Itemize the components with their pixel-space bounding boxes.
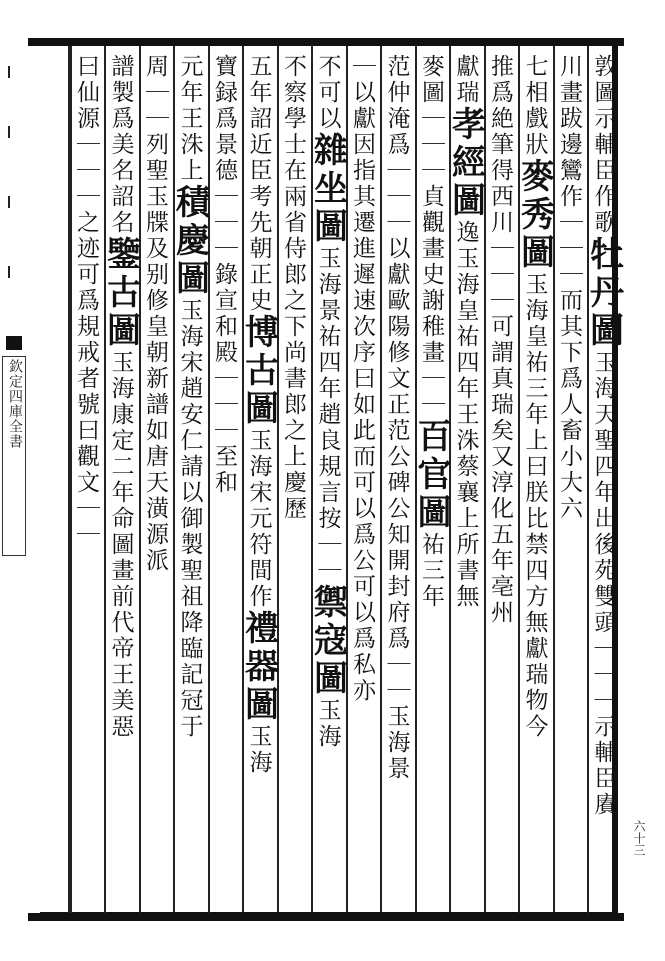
- column-text: 寶録爲景德｜｜｜錄: [211, 54, 237, 288]
- column-text: 玉海皇祐三年上曰朕比禁四方無獻瑞物今: [521, 272, 548, 740]
- illustration-title: 麥秀圖: [514, 158, 555, 272]
- column-rule: [68, 46, 70, 913]
- illustration-title: 博古圖: [238, 314, 279, 428]
- text-column: [349, 54, 382, 904]
- column-text: 不察: [280, 54, 306, 106]
- column-text: 五年詔近臣考先朝正史: [245, 54, 272, 314]
- column-text: 慶歷: [280, 470, 306, 522]
- column-text: 推爲絶筆: [487, 54, 513, 158]
- column-text: 玉海宋元符間作: [245, 428, 272, 610]
- illustration-title: 鑒古圖: [100, 236, 141, 350]
- text-column: [383, 54, 416, 904]
- text-column: [238, 54, 279, 904]
- column-text: 元年王洙上: [176, 54, 203, 184]
- column-text: 玉海: [314, 698, 341, 750]
- column-text: 宣和殿｜｜｜: [211, 288, 237, 444]
- column-text: ｜｜｜貞觀畫史謝稚畫｜｜: [418, 106, 444, 418]
- column-text: 之迹可爲規戒者號曰觀文｜｜: [73, 210, 99, 548]
- column-text: 譜製爲美名詔名: [107, 54, 134, 236]
- column-text: 逸玉海皇祐四年王洙蔡襄上所書無: [452, 220, 479, 610]
- margin-mark: [8, 126, 20, 138]
- text-column: [445, 54, 486, 904]
- column-text: 麥圖: [418, 54, 444, 106]
- column-text: 至和: [211, 444, 237, 496]
- text-column: [73, 54, 106, 904]
- text-column: [211, 54, 244, 904]
- illustration-title: 禮器圖: [238, 610, 279, 724]
- text-column: [100, 54, 141, 904]
- column-text: 玉海: [245, 724, 272, 776]
- column-text: 七相戲狀: [521, 54, 548, 158]
- illustration-title: 雜坐圖: [307, 132, 348, 246]
- illustration-title: 牡丹圖: [583, 236, 624, 350]
- column-text: 范仲淹爲｜｜｜以獻歐陽修文正范公碑公知開封府爲｜｜: [383, 54, 410, 704]
- book-margin: [0, 46, 26, 913]
- illustration-title: 孝經圖: [445, 106, 486, 220]
- column-text: 得西川｜｜｜可謂真瑞矣又淳化五年亳州: [487, 158, 513, 626]
- text-column: [280, 54, 313, 904]
- illustration-title: 禦寇圖: [307, 584, 348, 698]
- margin-mark: [8, 66, 20, 78]
- text-column: [169, 54, 210, 904]
- text-column: [556, 54, 589, 904]
- column-text: 獻瑞: [452, 54, 479, 106]
- illustration-title: 積慶圖: [169, 184, 210, 298]
- column-text: 敦圖示輔臣作歌: [590, 54, 617, 236]
- text-column: [411, 54, 451, 904]
- column-text: 玉海康定二年命圖畫前代帝王美惡: [107, 350, 134, 740]
- margin-mark: [8, 266, 20, 278]
- column-text: 玉海天聖四年出後苑雙頭｜｜｜示輔臣賡: [590, 350, 617, 818]
- margin-label: 欽定四庫全書: [2, 356, 26, 556]
- column-text: 祐三年: [418, 532, 444, 610]
- column-text: 周｜｜: [142, 54, 168, 132]
- text-column: [583, 54, 624, 904]
- column-text: ｜以獻因指其遷進遲速次序曰如此而可以爲公可以爲私亦: [349, 54, 375, 704]
- column-text: 川畫跋邊鸞作｜｜｜而其下爲人畜小大六: [556, 54, 582, 522]
- fishtail-mark: [6, 336, 22, 350]
- column-text: 玉海宋趙安仁請以御製聖祖降臨記冠于: [176, 298, 203, 740]
- text-column: [487, 54, 520, 904]
- text-column: [307, 54, 348, 904]
- column-text: 曰仙源｜｜｜: [73, 54, 99, 210]
- column-text: 玉海景: [383, 704, 410, 782]
- column-text: 學士在兩省侍郎之下尚書郎之上: [280, 106, 306, 470]
- column-text: 不可以: [314, 54, 341, 132]
- page-number: 六十三: [632, 820, 646, 856]
- illustration-title: 百官圖: [411, 418, 451, 532]
- text-column: [514, 54, 555, 904]
- column-text: 列聖玉牒及别修皇朝新譜如唐天潢源派: [142, 132, 168, 574]
- margin-mark: [8, 196, 20, 208]
- text-column: [142, 54, 175, 904]
- column-text: 玉海景祐四年趙良規言按｜｜: [314, 246, 341, 584]
